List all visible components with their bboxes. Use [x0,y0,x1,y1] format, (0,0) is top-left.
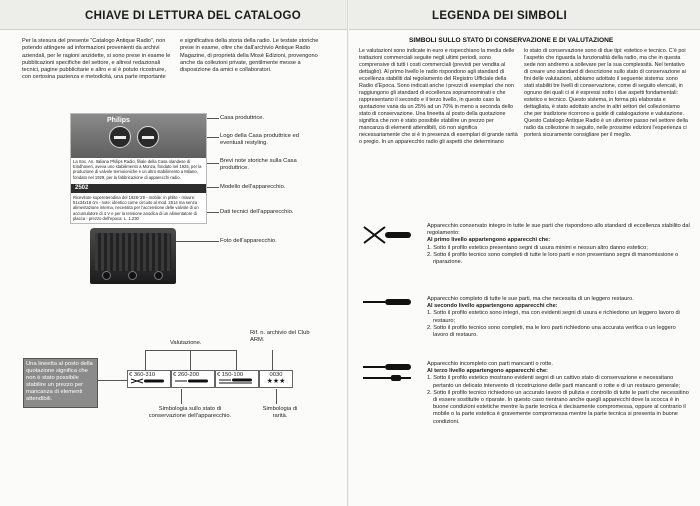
section-title: SIMBOLI SULLO STATO DI CONSERVAZIONE E DI VALUTAZIONE [409,37,614,44]
level-2-heading: Al secondo livello appartengono apparecchi che: [427,303,558,310]
callout-model: Modello dell’apparecchio. [220,184,286,190]
manufacturer-history: La Soc. An. Italiana Philips Radio, filiale della Casa olandese di Eindhoven, aveva uno stabilimento a Monza, fondato nel 1925, per la produzione di valvole termoioniche e un altro stabilimento a Milano, fondato nel 1929, per la fabbricazione di apparecchi radio. [73,159,202,180]
level-3-intro: Apparecchio incompleto con parti mancanti o rotte. [427,361,553,367]
catalogue-entry-example [70,113,207,224]
level-2-item-2: 2. Sotto il profilo tecnico sono completi, ma le loro parti richiedono una accurata verifica o un leggero lavoro di restauro. [427,324,676,339]
price-level-1: € 360-310 [129,372,156,378]
manufacturer-name: Philips [107,117,130,124]
archive-label: Rif. n. archivio del Club ARM. [250,330,310,343]
level-2-intro: Apparecchio completo di tutte le sue parti, ma che necessita di un leggero restauro. [427,296,634,302]
level-3-heading: Al terzo livello appartengono apparecchi che: [427,368,548,375]
callout-logo: Logo della Casa produttrice ed eventuali restyling. [220,133,299,146]
callout-technical: Dati tecnici dell’apparecchio. [220,209,294,215]
callout-photo: Foto dell’apparecchio. [220,238,277,244]
level-1-intro: Apparecchio conservato integro in tutte le sue parti che rispondono allo standard di eccellenza stabilito dal regolamento: [427,223,690,237]
level-2-item-1: 1. Sotto il profilo estetico sono integri, ma con evidenti segni di usura e richiedono un leggero lavoro di restauro; [427,310,680,324]
callout-leader [207,137,219,138]
valuation-level-1 [127,370,171,388]
valuation-level-2 [171,370,215,388]
valuation-bracket [236,350,237,370]
intro-column-1: Per la stesura del presente “Catalogo Antique Radio”, non potendo attingere ad informazioni provenienti da archivi aziendali, per le ragioni anzidette, si sono prese in esame le pubblicazioni specifiche del settore, e altresì redazionali tecnici, pagine pubblicitarie e altro e si è potuto ricostruire, con certosina pazienza e metodicità, una parte importante [22,38,171,81]
level-1-entry [427,223,692,266]
archive-and-rarity [259,370,293,388]
level-1-crossed-tools-icon [361,223,413,247]
level-1-item-2: 2. Sotto il profilo tecnico sono completi di tutte le loro parti e non presentano segni di manomissione o riparazione. [427,251,679,266]
radio-knob-icon [154,271,163,280]
legend-intro-column-1: Le valutazioni sono indicate in euro e rispecchiano la media delle trattazioni commerciali seguite negli ultimi periodi, sono comprensive di tutti i costi commerciali (previsti per vendita al dettaglio). Al primo livello le radio rispondono agli standard di eccellenza stabiliti dal regolamento del Registro Ufficiale della Radio d’Epoca. Sono indicati anche i prezzi di esemplari che non raggiungono gli standard di eccellenza sopramnominati e che rappresentano il secondo e il terzo livello, in questo caso la quotazione varia da un 25% ad un 70% in meno a seconda dello stato di conservazione. Una lineetta al posto della quotazione significa che non è stato possibile stabilire un prezzo per mancanza di elementi attendibili, ciò non significa necessariamente che si è in presenza di esemplari di grande rarità o pregio. In un apparecchio radio gli aspetti che determinano [359,48,518,145]
manufacturer-banner [71,114,206,158]
level-1-tools-icon [129,378,169,384]
valuation-bracket [145,350,146,370]
level-2-screwdriver-icon [173,378,213,384]
callout-manufacturer: Casa produttrice. [220,115,265,121]
philips-logo-restyling-icon [137,126,159,148]
valuation-bracket [145,350,237,351]
model-number: 2502 [71,184,206,193]
rarity-caption-leader [276,389,277,404]
philips-logo-icon [109,126,131,148]
right-page-title: LEGENDA DEI SIMBOLI [432,10,567,22]
level-3-tools-icon [361,360,413,384]
callout-leader [207,118,219,119]
level-2-entry [427,296,692,339]
radio-knob-icon [102,271,111,280]
callout-leader [207,212,219,213]
level-2-screwdriver-icon [361,290,413,314]
level-3-entry [427,361,692,426]
rarity-stars: ★★★ [266,378,286,385]
level-3-item-2: 2. Sotto il profilo tecnico richiedono un accurato lavoro di pulizia e controllo di tutte le parti che necessitino di essere sostituite o riparate. In questo caso rientrano anche quegli apparecchi dove la scocca è in buone condizioni estetiche mentre la parte tecnica è decisamente compromessa, oppure al contrario il mobile o la parte estetica è gravemente compromessa mentre la parte tecnica si presenta in buone condizioni. [427,389,689,425]
level-1-item-1: 1. Sotto il profilo estetico presentano segni di usura minimi e nessun altro danno estetico; [427,244,648,251]
left-page-title: CHIAVE DI LETTURA DEL CATALOGO [85,10,301,22]
callout-history: Brevi note storiche sulla Casa produttrice. [220,158,297,171]
callout-leader [176,241,219,242]
price-level-2: € 260-200 [173,372,200,378]
level-3-item-1: 1. Sotto il profilo estetico mostrano evidenti segni di un cattivo stato di conservazione e necessitano pertanto un delicato intervento di ricostruzione delle parti mancanti o rotte e di un restauro generale; [427,375,681,389]
radio-knob-icon [128,271,137,280]
dash-note-box: Una lineetta al posto della quotazione significa che non è stato possibile stabilire un prezzo per mancanza di elementi attendibili. [23,358,98,408]
archive-code: 0030 [269,372,283,378]
legend-intro-column-2: lo stato di conservazione sono di due tipi: estetico e tecnico. C’è poi l’aspetto che riguarda la funzionalità della radio, ma che in questa sede non andremo a sollevare per la sua complessità. Nel tentativo di creare uno standard di descrizione sullo stato di conservazione ai fini delle valutazioni, abbiamo adottato il seguente sistema: sono stati stabiliti tre livelli di conservazione, come di seguito elencati, in ognuno dei quali ci si è espressi sotto i due aspetti fondamentali: estetico e tecnico. Questo sistema, in forma più elaborata e dettagliata, è stato adottato anche in altri settori del collezionismo che per tradizione ricorrono a guide di catalogazione e valutazione. Questo Catalogo Antique Radio è un ulteriore passo nel settore della radio da collezione in seguito, nelle prossime edizioni l’esperienza ci porterà sicuramente consigliare per il meglio. [524,48,688,138]
callout-leader [207,187,219,188]
rarity-caption: Simbologia di rarità. [262,406,298,419]
archive-bracket [272,350,273,370]
level-1-heading: Al primo livello appartengono apparecchi che: [427,237,551,244]
right-page [349,0,700,506]
callout-leader [207,163,219,164]
intro-column-2: e significativa della storia della radio. Le testate storiche prese in esame, oltre che dall’archivio Antique Radio Magazine, di proprietà della Mosè Edizioni, provengono anche da collezioni private, gentilmente messe a disposizione da amici e collaboratori. [180,38,319,74]
level-3-tools-icon [217,378,257,384]
dash-note-leader [98,380,127,381]
valuation-bracket [190,350,191,370]
left-header [0,0,347,30]
valuation-level-3 [215,370,259,388]
symbol-caption: Simbologia sullo stato di conservazione dell’apparecchio. [148,406,232,419]
technical-data: Ricevitore supereterodina del 1928-’29 - mobile: in phlite - misure: 51x34x18 cm - note: identico come circuito al mod. 2514 ma senza alimentazione interna, necessita per l’accensione delle valvole di un accumulatore di 4 V e per la tensione anodica di un alimentatore di placca - prezzo dell’epoca: L. 1.230 [73,195,199,221]
valuation-label: Valutazione. [170,340,202,346]
price-level-3: € 150-100 [217,372,244,378]
radio-photo [90,228,176,284]
radio-grill [95,233,171,271]
symbol-caption-leader [181,389,182,404]
left-page [0,0,348,506]
right-header [349,0,700,30]
